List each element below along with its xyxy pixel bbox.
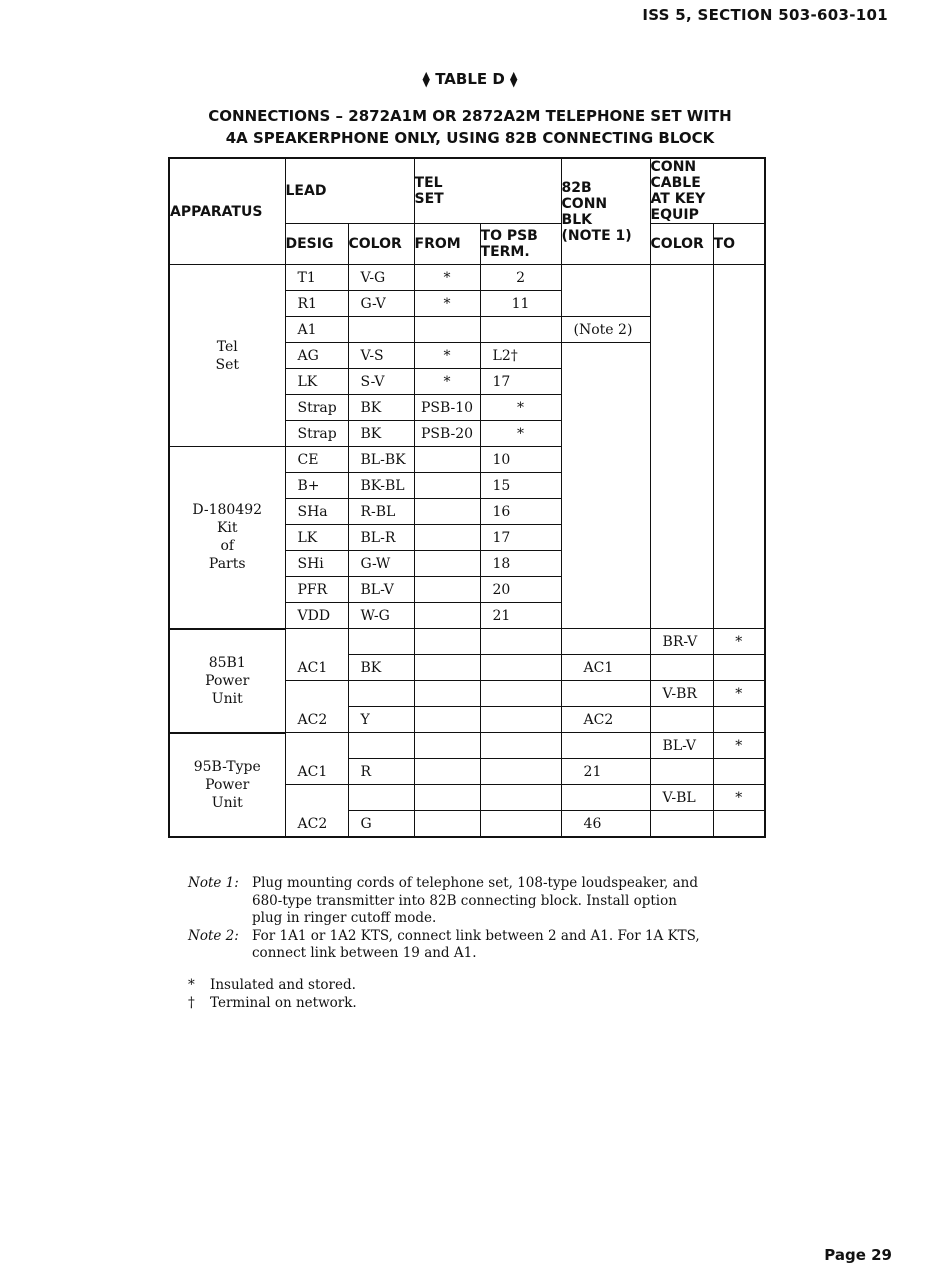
cell-color: BL-R: [348, 525, 414, 551]
cell-to-psb: 17: [480, 525, 561, 551]
cell-cable-color: [650, 655, 713, 681]
cell-to-psb: [480, 811, 561, 838]
cell-color: BL-BK: [348, 447, 414, 473]
cell-blk: AC1: [561, 655, 650, 681]
cell-to-psb: [480, 629, 561, 655]
cell-to-psb: [480, 655, 561, 681]
cell-desig: B+: [285, 473, 348, 499]
cell-desig: AC2: [285, 681, 348, 733]
cell-from: [414, 707, 480, 733]
header-cable-to: TO: [713, 224, 765, 265]
cell-cable-color: V-BL: [650, 785, 713, 811]
section-header: ISS 5, SECTION 503-603-101: [642, 6, 888, 24]
header-conn-blk: 82B CONN BLK (NOTE 1): [561, 158, 650, 265]
cell-to-psb: 15: [480, 473, 561, 499]
cell-color: S-V: [348, 369, 414, 395]
cell-desig: R1: [285, 291, 348, 317]
table-notes: [188, 875, 788, 963]
header-desig: DESIG: [285, 224, 348, 265]
cell-color: G-V: [348, 291, 414, 317]
cell-from: PSB-10: [414, 395, 480, 421]
cell-to-psb: [480, 785, 561, 811]
cell-cable-color: V-BR: [650, 681, 713, 707]
cell-cable-color: BR-V: [650, 629, 713, 655]
cell-blk: AC2: [561, 707, 650, 733]
cell-from: [414, 733, 480, 759]
cell-from: [414, 681, 480, 707]
cell-desig: LK: [285, 525, 348, 551]
cell-color: BL-V: [348, 577, 414, 603]
cell-blk: [561, 629, 650, 655]
cell-to-psb: 20: [480, 577, 561, 603]
cell-desig: AC1: [285, 733, 348, 785]
diamond-right-icon: ⧫: [510, 70, 518, 88]
cell-from: [414, 629, 480, 655]
cell-to-psb: 11: [480, 291, 561, 317]
note-2: [188, 928, 788, 963]
diamond-left-icon: ⧫: [422, 70, 430, 88]
cell-blk: [561, 265, 650, 317]
table-title: [0, 105, 940, 149]
title-line-1: CONNECTIONS – 2872A1M OR 2872A2M TELEPHONE SET WITH: [208, 107, 732, 125]
cell-cable-to: [713, 811, 765, 838]
cell-to-psb: 2: [480, 265, 561, 291]
cell-from: [414, 525, 480, 551]
cell-blk: [561, 681, 650, 707]
connections-table: [168, 157, 766, 838]
cell-desig: T1: [285, 265, 348, 291]
cell-blk: (Note 2): [561, 317, 650, 343]
cell-to-psb: [480, 681, 561, 707]
table-row: [169, 629, 765, 655]
cell-cable-color: [650, 759, 713, 785]
cell-color: BK-BL: [348, 473, 414, 499]
cell-from: *: [414, 291, 480, 317]
cell-desig: SHi: [285, 551, 348, 577]
cell-from: [414, 603, 480, 629]
cell-from: [414, 551, 480, 577]
cell-to-psb: 10: [480, 447, 561, 473]
cell-to-psb: 17: [480, 369, 561, 395]
header-apparatus: APPARATUS: [169, 158, 285, 265]
cell-desig: AG: [285, 343, 348, 369]
note-1-label: Note 1:: [188, 875, 239, 891]
cell-color: BK: [348, 421, 414, 447]
note-1: [188, 875, 788, 928]
cell-blk: [561, 733, 650, 759]
cell-color: V-S: [348, 343, 414, 369]
cell-from: [414, 785, 480, 811]
cell-from: *: [414, 369, 480, 395]
cell-to-psb: 21: [480, 603, 561, 629]
cell-color: Y: [348, 707, 414, 733]
header-to-psb: TO PSB TERM.: [480, 224, 561, 265]
dagger-icon: †: [188, 995, 195, 1011]
note-1-text: Plug mounting cords of telephone set, 108-type loudspeaker, and 680-type transmitter into 82B connecting block. Install option plug in ringer cutoff mode.: [252, 875, 699, 926]
cell-color: [348, 785, 414, 811]
cell-desig: Strap: [285, 421, 348, 447]
cell-color: [348, 733, 414, 759]
cell-desig: VDD: [285, 603, 348, 629]
cell-color: R-BL: [348, 499, 414, 525]
header-cable-color: COLOR: [650, 224, 713, 265]
cell-desig: A1: [285, 317, 348, 343]
cell-from: [414, 577, 480, 603]
cell-from: [414, 655, 480, 681]
cell-color: BK: [348, 395, 414, 421]
group-kit-of-parts: D-180492 Kit of Parts: [169, 447, 285, 629]
asterisk-icon: *: [188, 977, 195, 993]
cell-to-psb: [480, 759, 561, 785]
footnote-asterisk: * Insulated and stored.: [188, 977, 356, 993]
cell-to-psb: [480, 317, 561, 343]
cell-desig: AC2: [285, 785, 348, 838]
cell-color: [348, 629, 414, 655]
cell-color: [348, 317, 414, 343]
group-tel-set: Tel Set: [169, 265, 285, 447]
cell-from: PSB-20: [414, 421, 480, 447]
cell-cable-to: *: [713, 681, 765, 707]
header-conn-cable: CONN CABLE AT KEY EQUIP: [650, 158, 765, 224]
note-2-text: For 1A1 or 1A2 KTS, connect link between 2 and A1. For 1A KTS, connect link between 19 and A1.: [252, 927, 700, 961]
cell-color: G-W: [348, 551, 414, 577]
cell-to-psb: *: [480, 421, 561, 447]
cell-cable-to: *: [713, 785, 765, 811]
header-lead: LEAD: [285, 158, 414, 224]
cell-color: W-G: [348, 603, 414, 629]
cell-color: V-G: [348, 265, 414, 291]
title-line-2: 4A SPEAKERPHONE ONLY, USING 82B CONNECTING BLOCK: [225, 129, 715, 147]
cell-desig: SHa: [285, 499, 348, 525]
cell-color: R: [348, 759, 414, 785]
cell-blk: 21: [561, 759, 650, 785]
table-row: [169, 733, 765, 759]
cell-color: G: [348, 811, 414, 838]
cell-blk: [561, 343, 650, 629]
cell-to-psb: *: [480, 395, 561, 421]
cell-blk: 46: [561, 811, 650, 838]
header-color: COLOR: [348, 224, 414, 265]
cell-from: [414, 473, 480, 499]
note-2-label: Note 2:: [188, 927, 239, 944]
cell-cable-to: *: [713, 629, 765, 655]
cell-from: [414, 811, 480, 838]
cell-desig: LK: [285, 369, 348, 395]
cell-desig: CE: [285, 447, 348, 473]
cell-from: [414, 317, 480, 343]
cell-to-psb: 16: [480, 499, 561, 525]
cell-from: [414, 447, 480, 473]
cell-to-psb: [480, 707, 561, 733]
cell-cable-color: [650, 707, 713, 733]
table-label-text: TABLE D: [435, 70, 505, 88]
cell-cable-to: [713, 759, 765, 785]
table-row: [169, 265, 765, 291]
table-label: [0, 70, 940, 88]
cell-from: *: [414, 265, 480, 291]
cell-to-psb: L2†: [480, 343, 561, 369]
cell-cable-color: [650, 811, 713, 838]
cell-cable-color: [650, 265, 713, 629]
cell-desig: Strap: [285, 395, 348, 421]
group-85b1-power-unit: 85B1 Power Unit: [169, 629, 285, 733]
cell-to-psb: [480, 733, 561, 759]
cell-desig: PFR: [285, 577, 348, 603]
header-from: FROM: [414, 224, 480, 265]
cell-from: [414, 499, 480, 525]
cell-from: [414, 759, 480, 785]
cell-cable-to: [713, 655, 765, 681]
cell-blk: [561, 785, 650, 811]
header-tel-set: TEL SET: [414, 158, 561, 224]
page-number: Page 29: [824, 1246, 892, 1264]
cell-color: [348, 681, 414, 707]
cell-to-psb: 18: [480, 551, 561, 577]
footnote-dagger: † Terminal on network.: [188, 995, 357, 1011]
cell-color: BK: [348, 655, 414, 681]
group-95b-power-unit: 95B-Type Power Unit: [169, 733, 285, 838]
cell-from: *: [414, 343, 480, 369]
cell-cable-to: [713, 707, 765, 733]
cell-cable-to: [713, 265, 765, 629]
cell-cable-to: *: [713, 733, 765, 759]
cell-cable-color: BL-V: [650, 733, 713, 759]
cell-desig: AC1: [285, 629, 348, 681]
